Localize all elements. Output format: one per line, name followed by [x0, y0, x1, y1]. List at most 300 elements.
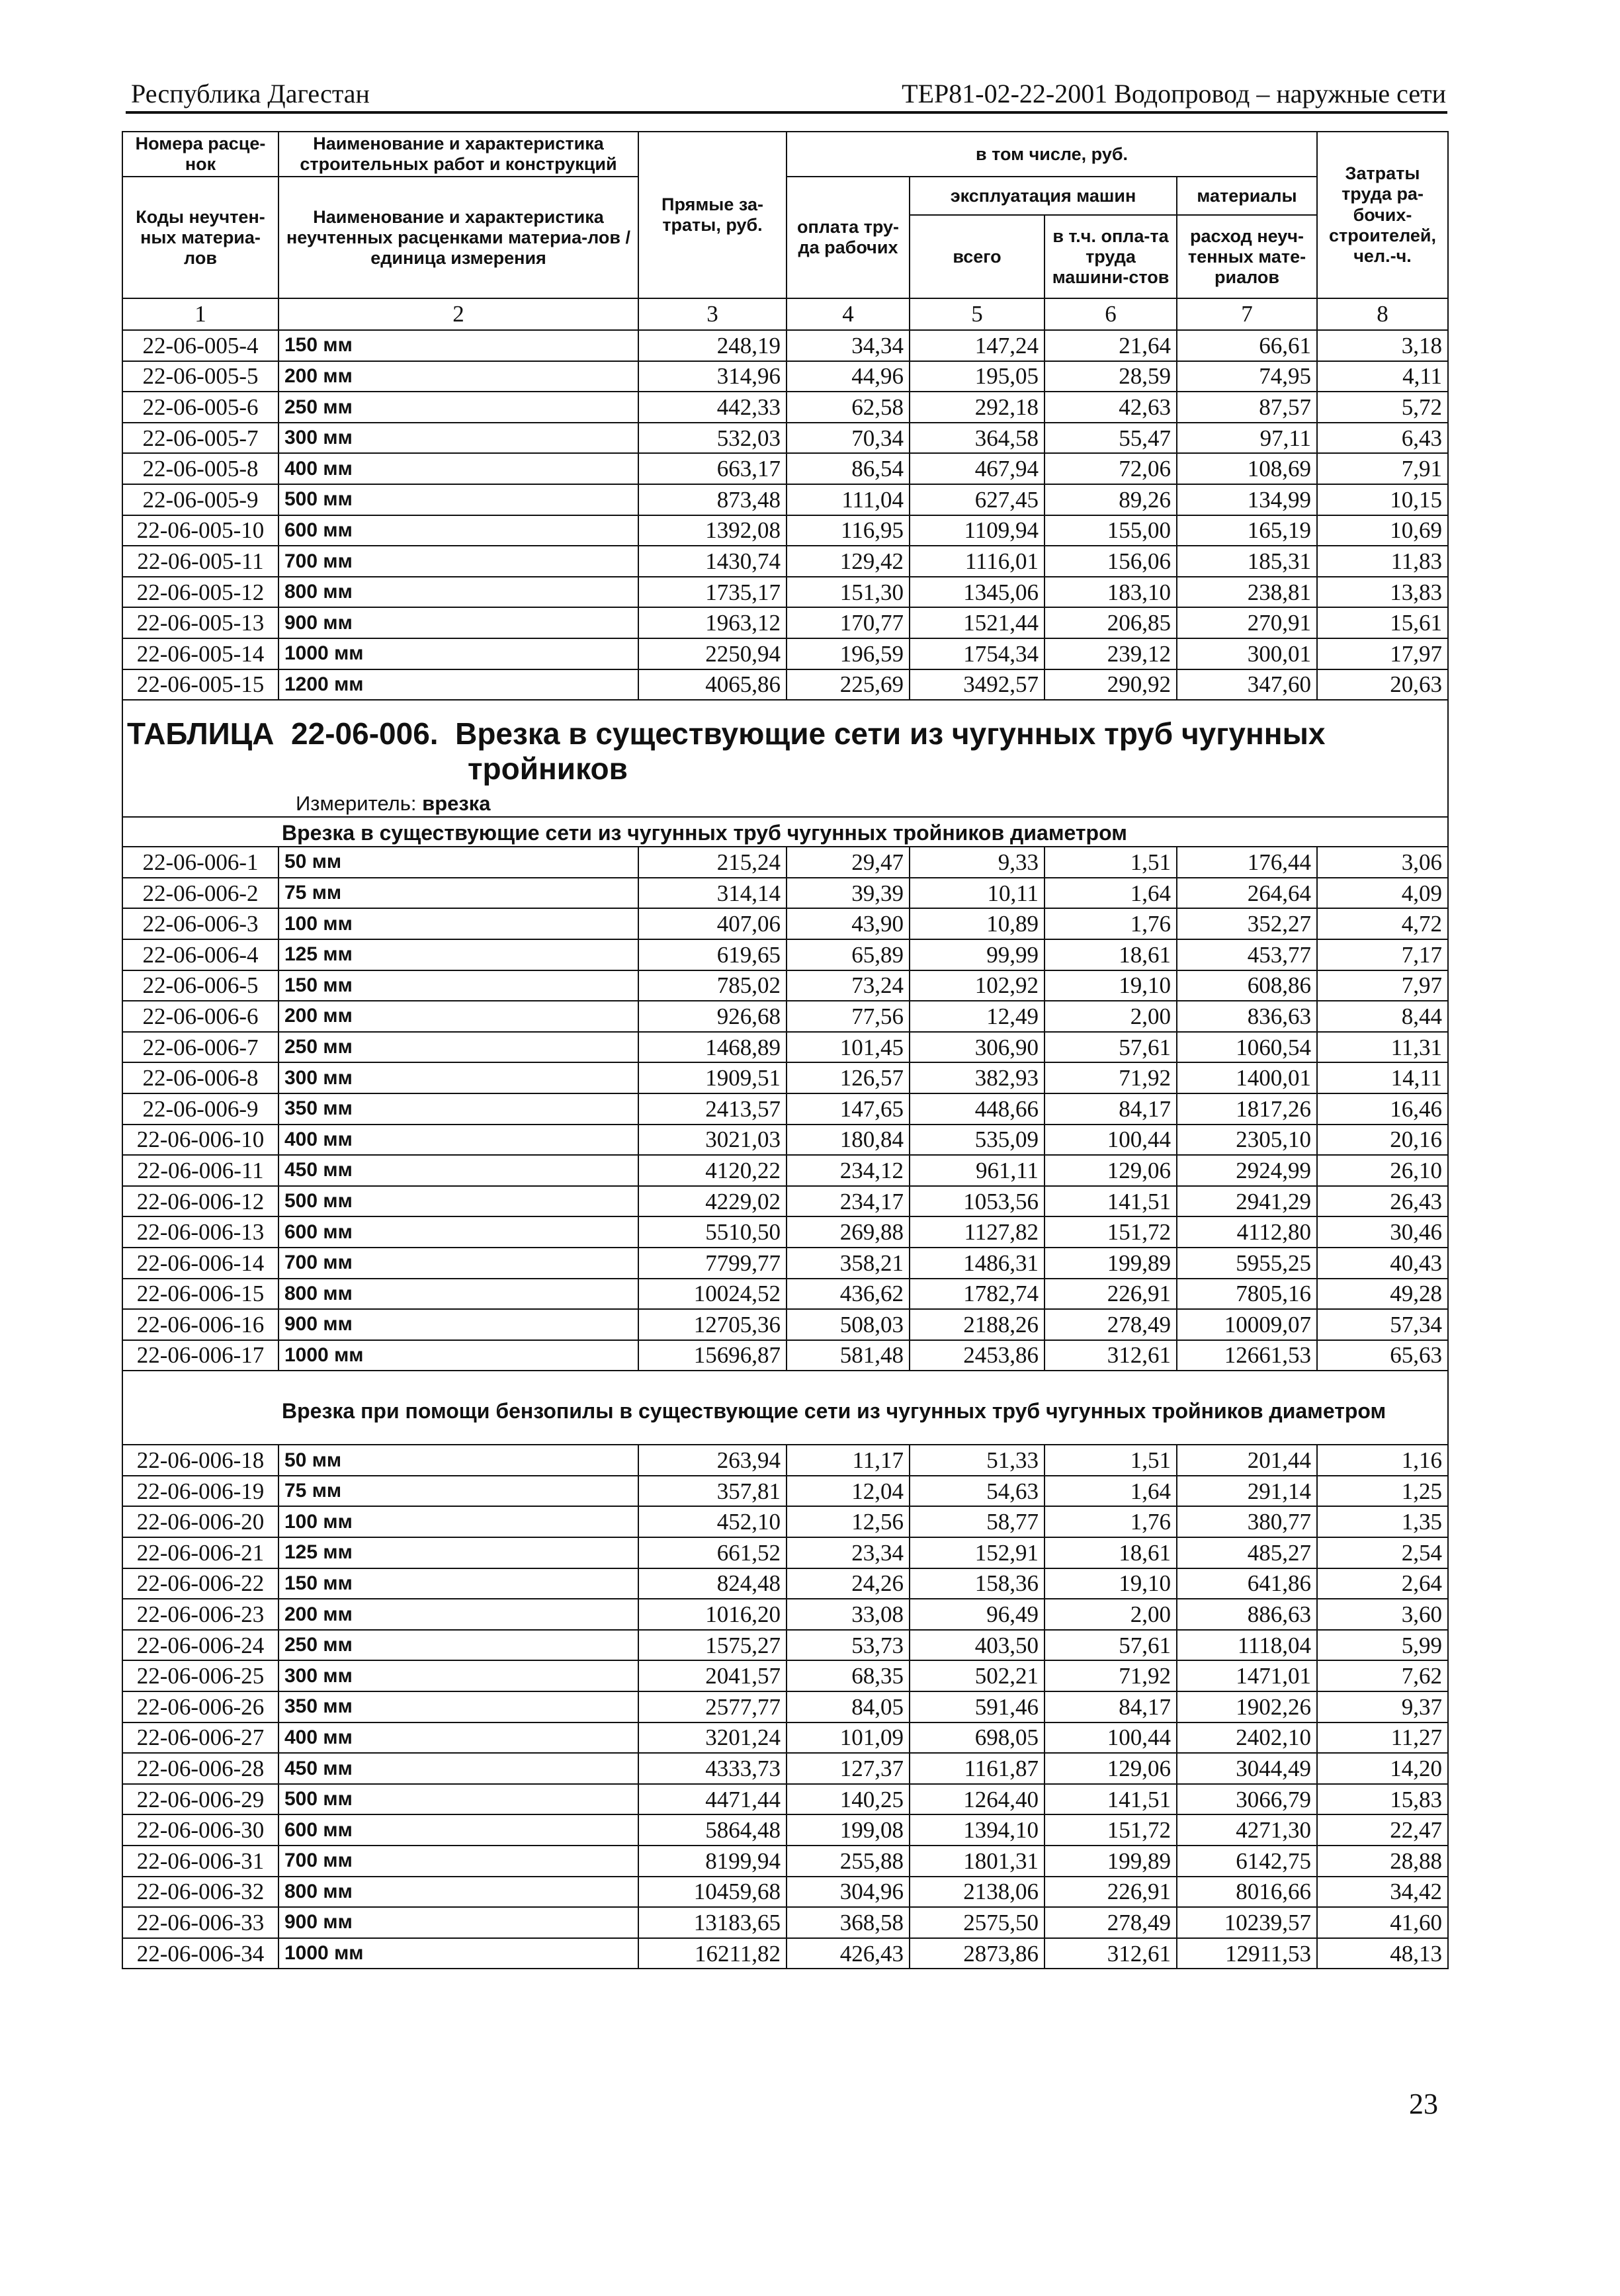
worker-wages: 129,42 — [787, 546, 910, 577]
direct-costs: 248,19 — [638, 330, 787, 361]
col-index: 7 — [1177, 298, 1317, 330]
machinist-wages: 141,51 — [1044, 1186, 1177, 1217]
measure-value: врезка — [422, 792, 491, 815]
col-machines: эксплуатация машин — [910, 177, 1177, 215]
rate-code: 22-06-005-14 — [122, 638, 278, 669]
materials-cost: 66,61 — [1177, 330, 1317, 361]
table-row — [122, 1216, 1448, 1248]
worker-wages: 126,57 — [787, 1062, 910, 1093]
rate-code: 22-06-006-29 — [122, 1784, 278, 1815]
table-row — [122, 908, 1448, 939]
rate-code: 22-06-006-16 — [122, 1309, 278, 1340]
rate-description: 350 мм — [278, 1691, 638, 1722]
materials-cost: 264,64 — [1177, 878, 1317, 909]
machines-total: 147,24 — [910, 330, 1044, 361]
labor-hours: 2,54 — [1317, 1537, 1448, 1568]
materials-cost: 3066,79 — [1177, 1784, 1317, 1815]
labor-hours: 9,37 — [1317, 1691, 1448, 1722]
col-code-top: Номера расце-нок — [122, 132, 278, 177]
table-006-heading — [127, 701, 1443, 787]
rows-006b — [122, 1445, 1448, 1969]
direct-costs: 785,02 — [638, 970, 787, 1001]
materials-cost: 87,57 — [1177, 392, 1317, 423]
machines-total: 102,92 — [910, 970, 1044, 1001]
direct-costs: 5864,48 — [638, 1814, 787, 1846]
labor-hours: 6,43 — [1317, 423, 1448, 454]
rows-005 — [122, 330, 1448, 700]
rate-code: 22-06-006-31 — [122, 1846, 278, 1877]
machines-total: 448,66 — [910, 1093, 1044, 1125]
table-row — [122, 1938, 1448, 1969]
machines-total: 292,18 — [910, 392, 1044, 423]
machinist-wages: 21,64 — [1044, 330, 1177, 361]
rate-description: 300 мм — [278, 1062, 638, 1093]
direct-costs: 10459,68 — [638, 1877, 787, 1908]
worker-wages: 86,54 — [787, 453, 910, 484]
col-materials: материалы — [1177, 177, 1317, 215]
table-row — [122, 1093, 1448, 1125]
labor-hours: 4,11 — [1317, 361, 1448, 392]
rate-code: 22-06-006-8 — [122, 1062, 278, 1093]
materials-cost: 1400,01 — [1177, 1062, 1317, 1093]
machinist-wages: 100,44 — [1044, 1722, 1177, 1754]
direct-costs: 661,52 — [638, 1537, 787, 1568]
rate-code: 22-06-006-3 — [122, 908, 278, 939]
rate-description: 125 мм — [278, 1537, 638, 1568]
direct-costs: 4065,86 — [638, 669, 787, 701]
col-machines-total: всего — [910, 215, 1044, 298]
rate-description: 700 мм — [278, 546, 638, 577]
rate-code: 22-06-006-1 — [122, 847, 278, 878]
worker-wages: 234,12 — [787, 1155, 910, 1186]
machinist-wages: 71,92 — [1044, 1062, 1177, 1093]
machines-total: 1486,31 — [910, 1248, 1044, 1279]
labor-hours: 11,31 — [1317, 1032, 1448, 1063]
machines-total: 96,49 — [910, 1599, 1044, 1630]
rate-description: 600 мм — [278, 1216, 638, 1248]
labor-hours: 11,83 — [1317, 546, 1448, 577]
machines-total: 99,99 — [910, 939, 1044, 970]
rate-description: 700 мм — [278, 1248, 638, 1279]
rate-code: 22-06-006-30 — [122, 1814, 278, 1846]
materials-cost: 2924,99 — [1177, 1155, 1317, 1186]
table-row — [122, 1186, 1448, 1217]
worker-wages: 180,84 — [787, 1125, 910, 1156]
table-row — [122, 1279, 1448, 1310]
rate-code: 22-06-005-11 — [122, 546, 278, 577]
table-row — [122, 847, 1448, 878]
materials-cost: 1817,26 — [1177, 1093, 1317, 1125]
worker-wages: 116,95 — [787, 515, 910, 546]
materials-cost: 97,11 — [1177, 423, 1317, 454]
machinist-wages: 239,12 — [1044, 638, 1177, 669]
table-row — [122, 607, 1448, 638]
worker-wages: 140,25 — [787, 1784, 910, 1815]
machines-total: 535,09 — [910, 1125, 1044, 1156]
machinist-wages: 19,10 — [1044, 970, 1177, 1001]
materials-cost: 201,44 — [1177, 1445, 1317, 1476]
machinist-wages: 1,76 — [1044, 908, 1177, 939]
rate-description: 1000 мм — [278, 638, 638, 669]
materials-cost: 5955,25 — [1177, 1248, 1317, 1279]
table-row — [122, 330, 1448, 361]
rate-description: 1000 мм — [278, 1938, 638, 1969]
worker-wages: 111,04 — [787, 484, 910, 515]
machines-total: 1754,34 — [910, 638, 1044, 669]
machinist-wages: 183,10 — [1044, 577, 1177, 608]
worker-wages: 147,65 — [787, 1093, 910, 1125]
rate-code: 22-06-005-10 — [122, 515, 278, 546]
rate-code: 22-06-005-7 — [122, 423, 278, 454]
worker-wages: 368,58 — [787, 1907, 910, 1938]
direct-costs: 4471,44 — [638, 1784, 787, 1815]
rate-description: 250 мм — [278, 1032, 638, 1063]
labor-hours: 11,27 — [1317, 1722, 1448, 1754]
machinist-wages: 1,64 — [1044, 1476, 1177, 1507]
machines-total: 10,11 — [910, 878, 1044, 909]
rate-description: 450 мм — [278, 1753, 638, 1784]
materials-cost: 352,27 — [1177, 908, 1317, 939]
table-row — [122, 1907, 1448, 1938]
materials-cost: 2305,10 — [1177, 1125, 1317, 1156]
machinist-wages: 57,61 — [1044, 1630, 1177, 1661]
rate-description: 200 мм — [278, 361, 638, 392]
table-row — [122, 1155, 1448, 1186]
table-row — [122, 1753, 1448, 1784]
table-row — [122, 1309, 1448, 1340]
rate-description: 250 мм — [278, 392, 638, 423]
direct-costs: 15696,87 — [638, 1340, 787, 1371]
machinist-wages: 2,00 — [1044, 1001, 1177, 1032]
rate-code: 22-06-006-6 — [122, 1001, 278, 1032]
rate-code: 22-06-006-20 — [122, 1506, 278, 1537]
worker-wages: 255,88 — [787, 1846, 910, 1877]
labor-hours: 41,60 — [1317, 1907, 1448, 1938]
rate-code: 22-06-005-8 — [122, 453, 278, 484]
machines-total: 51,33 — [910, 1445, 1044, 1476]
labor-hours: 5,72 — [1317, 392, 1448, 423]
table-006-measure — [127, 787, 1443, 816]
table-row — [122, 1032, 1448, 1063]
rate-description: 800 мм — [278, 1877, 638, 1908]
machinist-wages: 278,49 — [1044, 1309, 1177, 1340]
machines-total: 2453,86 — [910, 1340, 1044, 1371]
materials-cost: 453,77 — [1177, 939, 1317, 970]
labor-hours: 3,18 — [1317, 330, 1448, 361]
table-006-heading-line1: ТАБЛИЦА 22-06-006. Врезка в существующие сети из чугунных труб чугунных — [127, 716, 1326, 751]
rate-code: 22-06-006-7 — [122, 1032, 278, 1063]
labor-hours: 15,61 — [1317, 607, 1448, 638]
col-index: 3 — [638, 298, 787, 330]
worker-wages: 358,21 — [787, 1248, 910, 1279]
rate-description: 450 мм — [278, 1155, 638, 1186]
rate-description: 1200 мм — [278, 669, 638, 701]
machines-total: 1116,01 — [910, 546, 1044, 577]
col-including: в том числе, руб. — [787, 132, 1317, 177]
rate-code: 22-06-006-23 — [122, 1599, 278, 1630]
table-006-title — [122, 700, 1448, 847]
rate-description: 125 мм — [278, 939, 638, 970]
rate-code: 22-06-006-34 — [122, 1938, 278, 1969]
labor-hours: 1,25 — [1317, 1476, 1448, 1507]
machines-total: 9,33 — [910, 847, 1044, 878]
machinist-wages: 89,26 — [1044, 484, 1177, 515]
worker-wages: 269,88 — [787, 1216, 910, 1248]
rate-description: 100 мм — [278, 1506, 638, 1537]
rate-code: 22-06-006-13 — [122, 1216, 278, 1248]
table-row — [122, 515, 1448, 546]
direct-costs: 1430,74 — [638, 546, 787, 577]
table-row — [122, 1476, 1448, 1507]
machinist-wages: 312,61 — [1044, 1340, 1177, 1371]
rate-description: 150 мм — [278, 330, 638, 361]
page-header — [131, 78, 1446, 111]
materials-cost: 176,44 — [1177, 847, 1317, 878]
table-row — [122, 1248, 1448, 1279]
labor-hours: 16,46 — [1317, 1093, 1448, 1125]
machines-total: 1127,82 — [910, 1216, 1044, 1248]
direct-costs: 407,06 — [638, 908, 787, 939]
table-row — [122, 577, 1448, 608]
machinist-wages: 28,59 — [1044, 361, 1177, 392]
rate-code: 22-06-006-12 — [122, 1186, 278, 1217]
machines-total: 467,94 — [910, 453, 1044, 484]
labor-hours: 20,63 — [1317, 669, 1448, 701]
direct-costs: 824,48 — [638, 1568, 787, 1599]
col-direct-costs: Прямые за-траты, руб. — [638, 132, 787, 298]
worker-wages: 77,56 — [787, 1001, 910, 1032]
labor-hours: 3,06 — [1317, 847, 1448, 878]
worker-wages: 426,43 — [787, 1938, 910, 1969]
rate-description: 350 мм — [278, 1093, 638, 1125]
machines-total: 152,91 — [910, 1537, 1044, 1568]
machinist-wages: 199,89 — [1044, 1248, 1177, 1279]
materials-cost: 7805,16 — [1177, 1279, 1317, 1310]
materials-cost: 347,60 — [1177, 669, 1317, 701]
labor-hours: 15,83 — [1317, 1784, 1448, 1815]
materials-cost: 108,69 — [1177, 453, 1317, 484]
labor-hours: 48,13 — [1317, 1938, 1448, 1969]
materials-cost: 1118,04 — [1177, 1630, 1317, 1661]
table-row — [122, 423, 1448, 454]
rate-code: 22-06-006-14 — [122, 1248, 278, 1279]
rate-description: 75 мм — [278, 878, 638, 909]
col-code-bottom: Коды неучтен-ных материа-лов — [122, 177, 278, 298]
labor-hours: 1,16 — [1317, 1445, 1448, 1476]
labor-hours: 26,43 — [1317, 1186, 1448, 1217]
labor-hours: 14,11 — [1317, 1062, 1448, 1093]
machinist-wages: 2,00 — [1044, 1599, 1177, 1630]
rate-description: 200 мм — [278, 1001, 638, 1032]
labor-hours: 7,17 — [1317, 939, 1448, 970]
rates-table — [122, 131, 1449, 1969]
direct-costs: 1468,89 — [638, 1032, 787, 1063]
labor-hours: 22,47 — [1317, 1814, 1448, 1846]
machines-total: 158,36 — [910, 1568, 1044, 1599]
materials-cost: 291,14 — [1177, 1476, 1317, 1507]
worker-wages: 12,04 — [787, 1476, 910, 1507]
direct-costs: 357,81 — [638, 1476, 787, 1507]
worker-wages: 234,17 — [787, 1186, 910, 1217]
worker-wages: 23,34 — [787, 1537, 910, 1568]
section-heading: Врезка в существующие сети из чугунных труб чугунных тройников диаметром — [122, 817, 1448, 847]
machines-total: 2575,50 — [910, 1907, 1044, 1938]
rate-description: 600 мм — [278, 1814, 638, 1846]
rate-code: 22-06-006-18 — [122, 1445, 278, 1476]
machinist-wages: 72,06 — [1044, 453, 1177, 484]
measure-label: Измеритель: — [296, 792, 423, 815]
labor-hours: 30,46 — [1317, 1216, 1448, 1248]
worker-wages: 68,35 — [787, 1660, 910, 1691]
materials-cost: 1902,26 — [1177, 1691, 1317, 1722]
rate-code: 22-06-006-15 — [122, 1279, 278, 1310]
worker-wages: 508,03 — [787, 1309, 910, 1340]
worker-wages: 53,73 — [787, 1630, 910, 1661]
machines-total: 1801,31 — [910, 1846, 1044, 1877]
machines-total: 627,45 — [910, 484, 1044, 515]
worker-wages: 11,17 — [787, 1445, 910, 1476]
machines-total: 2873,86 — [910, 1938, 1044, 1969]
table-row — [122, 1506, 1448, 1537]
col-unaccounted-materials: расход неуч-тенных мате-риалов — [1177, 215, 1317, 298]
rate-description: 500 мм — [278, 1186, 638, 1217]
rate-code: 22-06-005-12 — [122, 577, 278, 608]
worker-wages: 12,56 — [787, 1506, 910, 1537]
machines-total: 10,89 — [910, 908, 1044, 939]
worker-wages: 33,08 — [787, 1599, 910, 1630]
direct-costs: 16211,82 — [638, 1938, 787, 1969]
rate-code: 22-06-005-13 — [122, 607, 278, 638]
materials-cost: 1060,54 — [1177, 1032, 1317, 1063]
materials-cost: 608,86 — [1177, 970, 1317, 1001]
rate-code: 22-06-006-2 — [122, 878, 278, 909]
direct-costs: 314,14 — [638, 878, 787, 909]
labor-hours: 49,28 — [1317, 1279, 1448, 1310]
labor-hours: 34,42 — [1317, 1877, 1448, 1908]
worker-wages: 581,48 — [787, 1340, 910, 1371]
header-rule — [126, 111, 1447, 114]
worker-wages: 44,96 — [787, 361, 910, 392]
machinist-wages: 18,61 — [1044, 939, 1177, 970]
table-row — [122, 1691, 1448, 1722]
machinist-wages: 84,17 — [1044, 1093, 1177, 1125]
labor-hours: 4,09 — [1317, 878, 1448, 909]
rate-description: 900 мм — [278, 1309, 638, 1340]
materials-cost: 4271,30 — [1177, 1814, 1317, 1846]
direct-costs: 532,03 — [638, 423, 787, 454]
rate-description: 900 мм — [278, 607, 638, 638]
direct-costs: 7799,77 — [638, 1248, 787, 1279]
rate-code: 22-06-006-22 — [122, 1568, 278, 1599]
materials-cost: 836,63 — [1177, 1001, 1317, 1032]
machinist-wages: 1,51 — [1044, 1445, 1177, 1476]
table-row — [122, 1445, 1448, 1476]
materials-cost: 10009,07 — [1177, 1309, 1317, 1340]
direct-costs: 215,24 — [638, 847, 787, 878]
worker-wages: 151,30 — [787, 577, 910, 608]
materials-cost: 2941,29 — [1177, 1186, 1317, 1217]
labor-hours: 20,16 — [1317, 1125, 1448, 1156]
direct-costs: 1963,12 — [638, 607, 787, 638]
rate-description: 400 мм — [278, 1722, 638, 1754]
materials-cost: 10239,57 — [1177, 1907, 1317, 1938]
direct-costs: 4229,02 — [638, 1186, 787, 1217]
table-row — [122, 1660, 1448, 1691]
machines-total: 1109,94 — [910, 515, 1044, 546]
direct-costs: 452,10 — [638, 1506, 787, 1537]
table-row — [122, 453, 1448, 484]
col-index: 8 — [1317, 298, 1448, 330]
direct-costs: 3201,24 — [638, 1722, 787, 1754]
direct-costs: 263,94 — [638, 1445, 787, 1476]
direct-costs: 663,17 — [638, 453, 787, 484]
rate-code: 22-06-005-4 — [122, 330, 278, 361]
rate-code: 22-06-006-26 — [122, 1691, 278, 1722]
rate-description: 150 мм — [278, 970, 638, 1001]
direct-costs: 1735,17 — [638, 577, 787, 608]
rate-description: 300 мм — [278, 1660, 638, 1691]
rate-description: 500 мм — [278, 484, 638, 515]
worker-wages: 24,26 — [787, 1568, 910, 1599]
col-machinist-wages: в т.ч. опла-та труда машини-стов — [1044, 215, 1177, 298]
header-document-code: ТЕР81-02-22-2001 Водопровод – наружные сети — [902, 79, 1446, 108]
table-row — [122, 638, 1448, 669]
machinist-wages: 19,10 — [1044, 1568, 1177, 1599]
direct-costs: 1016,20 — [638, 1599, 787, 1630]
machines-total: 2138,06 — [910, 1877, 1044, 1908]
rate-code: 22-06-006-5 — [122, 970, 278, 1001]
rate-description: 1000 мм — [278, 1340, 638, 1371]
rate-description: 50 мм — [278, 1445, 638, 1476]
machines-total: 306,90 — [910, 1032, 1044, 1063]
machinist-wages: 129,06 — [1044, 1753, 1177, 1784]
table-row — [122, 1630, 1448, 1661]
table-row — [122, 1784, 1448, 1815]
rate-code: 22-06-006-24 — [122, 1630, 278, 1661]
machinist-wages: 100,44 — [1044, 1125, 1177, 1156]
rate-description: 900 мм — [278, 1907, 638, 1938]
materials-cost: 2402,10 — [1177, 1722, 1317, 1754]
machines-total: 1394,10 — [910, 1814, 1044, 1846]
table-row — [122, 1877, 1448, 1908]
rate-description: 100 мм — [278, 908, 638, 939]
materials-cost: 1471,01 — [1177, 1660, 1317, 1691]
rate-code: 22-06-006-9 — [122, 1093, 278, 1125]
machines-total: 1161,87 — [910, 1753, 1044, 1784]
labor-hours: 8,44 — [1317, 1001, 1448, 1032]
table-row — [122, 1340, 1448, 1371]
machinist-wages: 206,85 — [1044, 607, 1177, 638]
direct-costs: 2577,77 — [638, 1691, 787, 1722]
table-row — [122, 546, 1448, 577]
table-row — [122, 361, 1448, 392]
machines-total: 1345,06 — [910, 577, 1044, 608]
table-row — [122, 1125, 1448, 1156]
machinist-wages: 151,72 — [1044, 1814, 1177, 1846]
worker-wages: 34,34 — [787, 330, 910, 361]
materials-cost: 300,01 — [1177, 638, 1317, 669]
materials-cost: 12661,53 — [1177, 1340, 1317, 1371]
labor-hours: 26,10 — [1317, 1155, 1448, 1186]
direct-costs: 926,68 — [638, 1001, 787, 1032]
rate-description: 300 мм — [278, 423, 638, 454]
direct-costs: 12705,36 — [638, 1309, 787, 1340]
table-row — [122, 1537, 1448, 1568]
direct-costs: 2413,57 — [638, 1093, 787, 1125]
materials-cost: 380,77 — [1177, 1506, 1317, 1537]
section-heading: Врезка при помощи бензопилы в существующие сети из чугунных труб чугунных тройников диаметром — [122, 1371, 1448, 1445]
direct-costs: 5510,50 — [638, 1216, 787, 1248]
